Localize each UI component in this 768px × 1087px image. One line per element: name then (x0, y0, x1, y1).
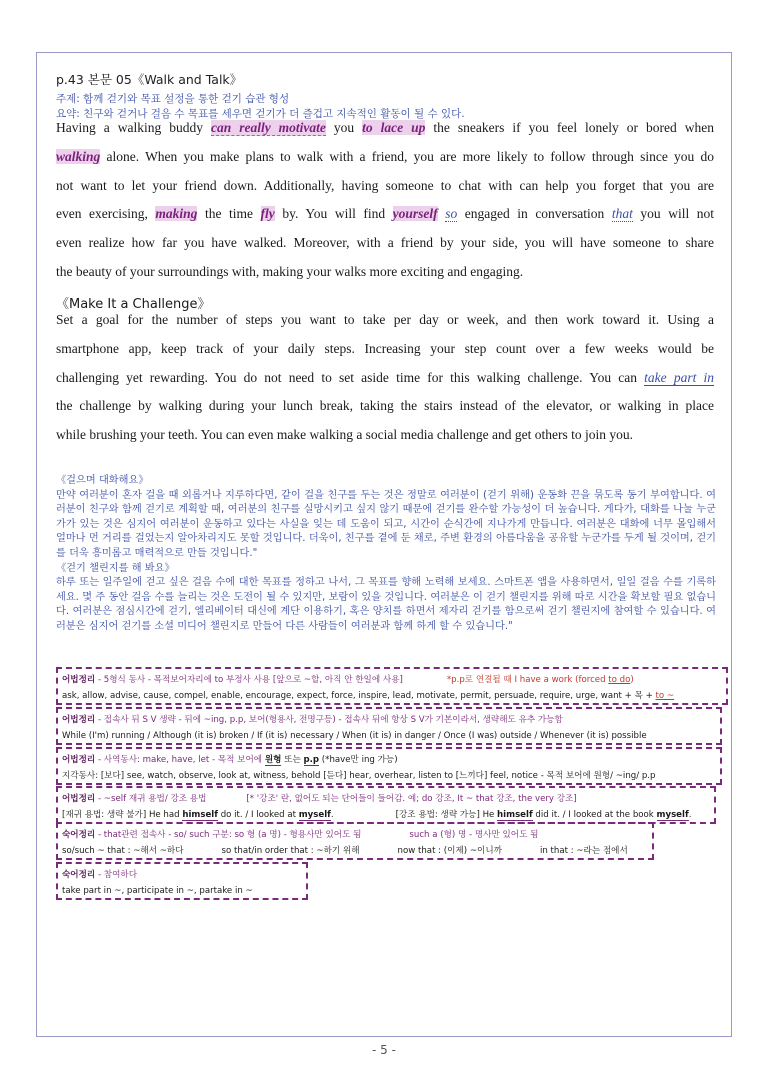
highlight-making: making (155, 206, 198, 222)
grammar-box-4: 어법정리 - ~self 재귀 용법/ 강조 용법 [* '강조' 란, 없어도 되는 단어들이 들어감. 예; do 강조, It ~ that 강조, the very 강조] [재귀 용법: 생략 불가] He had himself do it. / I looked at myself. [강조 용법: 생략 가능] He himself did it. / I looked at the book myself. (56, 786, 716, 824)
grammar-box-2: 어법정리 - 접속사 뒤 S V 생략 - 뒤에 ~ing, p.p, 보어(형용사, 전명구등) - 접속사 뒤에 항상 S V가 기본이라서, 생략해도 유추 가능함 While (I'm) running / Although (it is) broken / If (it is) necessary / When (it is) in danger / Once (I was) outside / Whenever (it is) possible (56, 707, 722, 745)
highlight-walking: walking (56, 148, 101, 164)
essay-challenge: Set a goal for the number of steps you want to take per day or week, and then work toward it. Using a smartphone app, keep track of your daily steps. Increasing your step count over a few weeks would be challenging yet rewarding. You do not need to set aside time for this walking challenge. You can take part in the challenge by walking during your lunch break, taking the stairs instead of the elevator, or walking in place while brushing your teeth. You can even make walking a social media challenge and get others to join you. (56, 312, 714, 443)
highlight-can-really-motivate: can really motivate (210, 120, 326, 135)
grammar-box-1: 어법정리 - 5형식 동사 - 목적보어자리에 to 부정사 사용 [앞으로 ~할, 아직 안 한일에 사용] *p.p로 연결될 때 I have a work (forced to do) ask, allow, advise, cause, compel, enable, encourage, expect, force, inspire, lead, motivate, permit, persuade, require, urge, want + 목 + to ~ (56, 667, 728, 705)
section-title-challenge: 《Make It a Challenge》 (56, 297, 211, 312)
korean-translation (56, 474, 716, 635)
highlight-that: that (611, 206, 633, 222)
idiom-box-6: 숙어정리 - 참여하다 take part in ~, participate in ~, partake in ~ (56, 862, 308, 900)
korean-paragraph-2: 하루 또는 일주일에 걷고 싶은 걸음 수에 대한 목표를 정하고 나서, 그 목표를 향해 노력해 보세요. 스마트폰 앱을 사용하면서, 일일 걸음 수를 기록하세요. 몇 주 동안 걸음 수를 늘리는 것은 도전이 될 수 있지만, 보람이 있을 것입니다. 여러분은 이 걷기 챌린지를 위해 따로 시간을 확보할 필요 없습니다. 여러분은 점심시간에 걷기, 엘리베이터 대신에 계단 이용하기, 혹은 양치를 하면서 제자리 걷기를 함으로써 걷기 챌린지에 참여할 수 있습니다. 여러분은 심지어 걷기를 소셜 미디어 챌린지로 만들어 다른 사람들이 여러분과 함께 하게 할 수 있습니다." (56, 577, 716, 632)
korean-heading-2: 《걷기 챌린지를 해 봐요》 (56, 562, 175, 574)
page-title: p.43 본문 05《Walk and Talk》 (56, 72, 243, 87)
grammar-box-3: 어법정리 - 사역동사: make, have, let - 목적 보어에 원형 또는 p.p (*have만 ing 가능) 지각동사: [보다] see, watch, observe, look at, witness, behold [듣다] hear, overhear, listen to [느끼다] feel, notice - 목적 보어에 원형/ ~ing/ p.p (56, 747, 722, 785)
highlight-yourself: yourself (392, 206, 438, 222)
essay-walk-and-talk: Having a walking buddy can really motivate you to lace up the sneakers if you feel lonely or bored when walking alone. When you make plans to walk with a friend, you are more likely to follow through since you do not want to let your friend down. Additionally, having someone to chat with can help you forget that you are even exercising, making the time fly by. You will find yourself so engaged in conversation that you will not even realize how far you have walked. Moreover, with a friend by your side, you will have someone to share the beauty of your surroundings with, making your walks more exciting and engaging. (56, 120, 715, 279)
highlight-take-part-in: take part in (644, 369, 714, 385)
page-number: - 5 - (372, 1043, 396, 1057)
highlight-fly: fly (260, 206, 275, 222)
summary-line: 요약: 친구와 걷거나 걸음 수 목표를 세우면 걷기가 더 즐겁고 지속적인 활동이 될 수 있다. (56, 108, 465, 120)
idiom-box-5: 숙어정리 - that관련 접속사 - so/ such 구분: so 형 (a 명) - 형용사만 있어도 됨 such a (형) 명 - 명사만 있어도 됨 so/such ~ that : ~해서 ~하다 so that/in order that : ~하기 위해 now that : (이제) ~이니까 in that : ~라는 점에서 (56, 822, 654, 860)
korean-paragraph-1: 만약 여러분이 혼자 걸을 때 외롭거나 지루하다면, 같이 걸을 친구를 두는 것은 정말로 여러분이 (걷기 위해) 운동화 끈을 묶도록 동기 부여합니다. 여러분이 친구와 함께 걷기로 계획할 때, 여러분의 친구를 실망시키고 싶지 않기 때문에 걷기를 완수할 가능성이 더 높습니다. 게다가, 대화를 나눌 누군가가 있는 것은 심지어 여러분이 운동하고 있다는 사실을 잊는 데 도움이 되고, 시간이 순식간에 지나가게 만듭니다. 여러분은 대화에 너무 몰입해서 얼마나 먼 거리를 걸었는지 알아차리지도 못할 것입니다. 더욱이, 친구를 곁에 둔 채로, 주변 환경의 아름다움을 공유할 누군가를 두게 될 것이며, 걷기를 더욱 흥미롭고 매력적으로 만들 것입니다." (56, 489, 716, 559)
highlight-so: so (445, 206, 458, 222)
topic-line: 주제: 함께 걷기와 목표 설정을 통한 걷기 습관 형성 (56, 93, 290, 105)
highlight-to-lace-up: to lace up (362, 120, 426, 135)
korean-heading-1: 《걸으며 대화해요》 (56, 475, 149, 486)
